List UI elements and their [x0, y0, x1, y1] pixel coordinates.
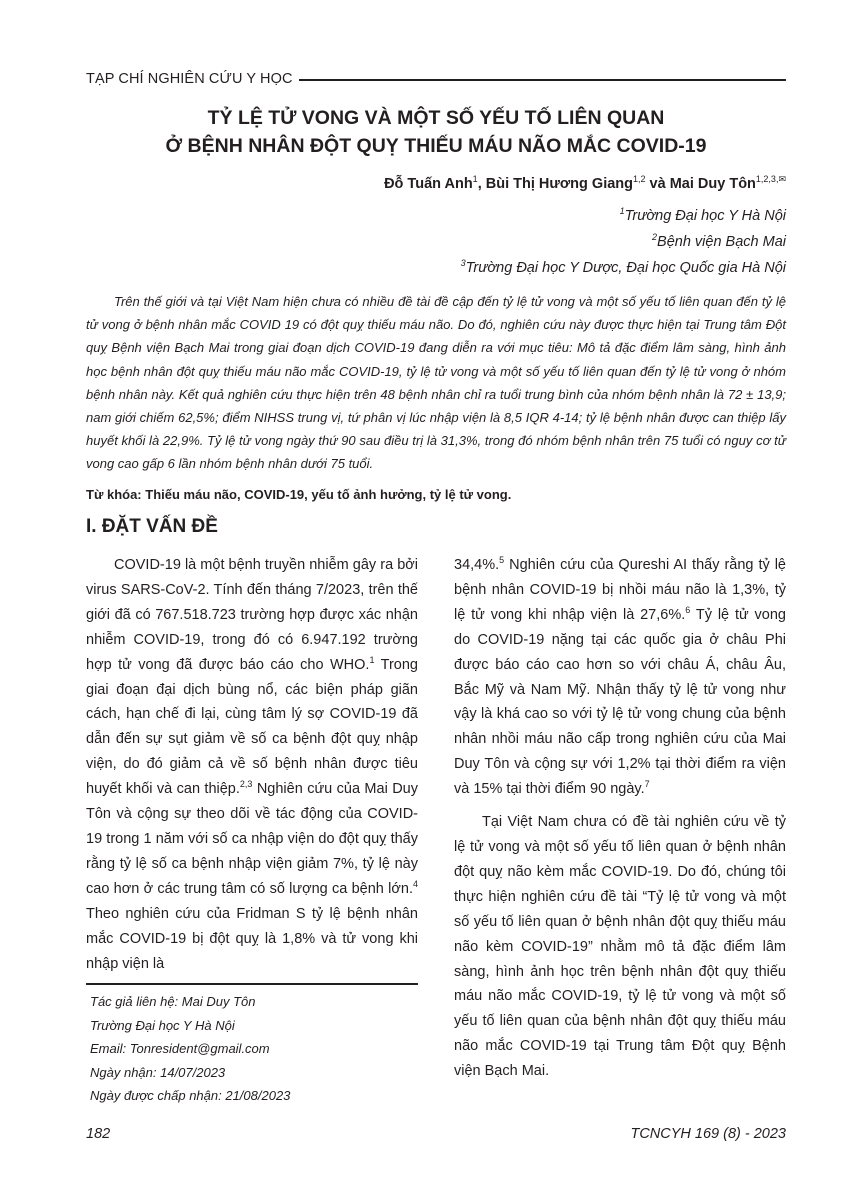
affiliation-text: Trường Đại học Y Hà Nội — [624, 207, 786, 224]
correspondence-institution: Trường Đại học Y Hà Nội — [90, 1017, 235, 1033]
mail-icon: ✉ — [778, 174, 786, 184]
affiliation-mark: 1 — [619, 206, 625, 216]
affiliation-text: Trường Đại học Y Dược, Đại học Quốc gia Hà Nội — [465, 259, 786, 276]
affiliation — [620, 206, 786, 224]
citation-ref: 4 — [412, 878, 418, 889]
author-affiliation-mark: 1,2,3,✉ — [755, 174, 786, 184]
body-paragraph: COVID-19 là một bệnh truyền nhiễm gây ra bởi virus SARS-CoV-2. Tính đến tháng 7/2023, trên thế giới đã có 767.518.723 trường hợp được xác nhận nhiễm COVID-19, trong đó có 6.947.192 trường hợp tử vong đã được báo cáo cho WHO.$^1$ Trong giai đoạn đại dịch bùng nổ, các biện pháp giãn cách, hạn chế đi lại, cùng tâm lý sợ COVID-19 đã dẫn đến sự sụt giảm về số ca bệnh đột quỵ nhập viện, do đó giảm cả về số bệnh nhân được tiêu huyết khối và can thiệp.$^{2,3}$ Nghiên cứu của Mai Duy Tôn và cộng sự theo dõi về tác động của COVID-19 trong 1 năm với số ca nhập viện do đột quỵ thấy rằng tỷ lệ số ca bệnh nhập viện giảm 7%, tỷ lệ này cao hơn ở các trung tâm có số lượng ca bệnh lớn.$^4$ Theo nghiên cứu của Fridman S tỷ lệ bệnh nhân mắc COVID-19 bị đột quỵ là 1,8% và tử vong khi nhập viện là — [86, 557, 418, 972]
accepted-date: Ngày được chấp nhận: 21/08/2023 — [90, 1088, 291, 1103]
affiliation-mark: 2 — [652, 232, 658, 242]
citation-ref: 2,3 — [239, 779, 253, 790]
author-name: Mai Duy Tôn — [669, 175, 756, 192]
section-heading: I. ĐẶT VẤN ĐỀ — [86, 516, 218, 537]
citation-ref: 1 — [369, 654, 375, 665]
author-name: Bùi Thị Hương Giang — [485, 175, 634, 192]
article-title — [86, 104, 786, 160]
author-affiliation-mark: 1,2 — [633, 174, 646, 184]
body-column-right — [454, 553, 786, 1084]
author-separator: và — [645, 175, 670, 192]
correspondence-block — [90, 990, 290, 1108]
keywords: Từ khóa: Thiếu máu não, COVID-19, yếu tố ảnh hưởng, tỷ lệ tử vong. — [86, 487, 512, 502]
title-line-2: Ở BỆNH NHÂN ĐỘT QUỴ THIẾU MÁU NÃO MẮC COVID-19 — [165, 135, 707, 157]
body-paragraph: Tại Việt Nam chưa có đề tài nghiên cứu về tỷ lệ tử vong và một số yếu tố liên quan ở bệnh nhân đột quỵ não kèm mắc COVID-19. Do đó, chúng tôi thực hiện nghiên cứu đề tài “Tỷ lệ tử vong và một số yếu tố liên quan ở bệnh nhân đột quỵ thiếu máu não kèm COVID-19” nhằm mô tả đặc điểm lâm sàng, hình ảnh học trên bệnh nhân đột quỵ thiếu máu não mắc COVID-19, tỷ lệ tử vong và một số yếu tố liên quan của bệnh nhân đột quỵ thiếu máu não mắc COVID-19 tại Trung tâm Đột quỵ Bệnh viện Bạch Mai. — [454, 814, 786, 1080]
footnote-rule — [86, 983, 418, 985]
citation-ref: 5 — [499, 555, 505, 566]
journal-name: TẠP CHÍ NGHIÊN CỨU Y HỌC — [86, 68, 299, 90]
page-number: 182 — [86, 1126, 111, 1142]
journal-header — [86, 68, 786, 92]
body-column-left — [86, 553, 418, 976]
affiliation — [461, 258, 786, 276]
author-affiliation-mark: 1 — [472, 174, 478, 184]
title-line-1: TỶ LỆ TỬ VONG VÀ MỘT SỐ YẾU TỐ LIÊN QUAN — [207, 107, 665, 129]
citation-ref: 6 — [685, 604, 691, 615]
correspondence-email: Email: Tonresident@gmail.com — [90, 1041, 270, 1056]
body-paragraph: 34,4%.$^5$ Nghiên cứu của Qureshi AI thấy rằng tỷ lệ bệnh nhân COVID-19 bị nhồi máu não là 1,3%, tỷ lệ tử vong khi nhập viện là 27,6%.$^6$ Tỷ lệ tử vong do COVID-19 nặng tại các quốc gia ở châu Phi được báo cáo cao hơn so với châu Á, châu Âu, Bắc Mỹ và Nam Mỹ. Nhận thấy tỷ lệ tử vong như vậy là khá cao so với tỷ lệ tử vong chung của bệnh nhân nhồi máu não cấp trong nghiên cứu của Mai Duy Tôn và cộng sự với 1,2% tại thời điểm ra viện và 15% tại thời điểm 90 ngày.$^7$ — [454, 555, 786, 798]
abstract: Trên thế giới và tại Việt Nam hiện chưa có nhiều đề tài đề cập đến tỷ lệ tử vong và một số yếu tố liên quan đến tỷ lệ tử vong ở bệnh nhân mắc COVID 19 có đột quỵ thiếu máu não. Do đó, nghiên cứu này được thực hiện tại Trung tâm Đột quỵ Bệnh viện Bạch Mai trong giai đoạn dịch COVID-19 đang diễn ra với mục tiêu: Mô tả đặc điểm lâm sàng, hình ảnh học bệnh nhân đột quỵ thiếu máu não mắc COVID-19, tỷ lệ tử vong và một số yếu tố liên quan đến tỷ lệ tử vong ở nhóm bệnh nhân này. Kết quả nghiên cứu thực hiện trên 48 bệnh nhân chỉ ra tuổi trung bình của nhóm bệnh nhân là 72 ± 13,9; nam giới chiếm 62,5%; điểm NIHSS trung vị, tứ phân vị lúc nhập viện là 8,5 IQR 4-14; tỷ lệ bệnh nhân được can thiệp lấy huyết khối là 22,9%. Tỷ lệ tử vong ngày thứ 90 sau điều trị là 31,3%, trong đó nhóm bệnh nhân trên 75 tuổi có nguy cơ tử vong cao gấp 6 lần nhóm bệnh nhân dưới 75 tuổi. — [86, 294, 786, 472]
citation-ref: 7 — [644, 779, 650, 790]
affiliation-text: Bệnh viện Bạch Mai — [657, 233, 786, 250]
author-name: Đỗ Tuấn Anh — [384, 175, 473, 192]
author-list — [384, 174, 786, 192]
journal-issue: TCNCYH 169 (8) - 2023 — [630, 1126, 786, 1142]
affiliation-mark: 3 — [460, 258, 466, 268]
affiliation — [652, 232, 786, 250]
author-separator: , — [477, 175, 486, 192]
received-date: Ngày nhận: 14/07/2023 — [90, 1064, 226, 1080]
correspondence-author: Tác giả liên hệ: Mai Duy Tôn — [90, 994, 256, 1009]
